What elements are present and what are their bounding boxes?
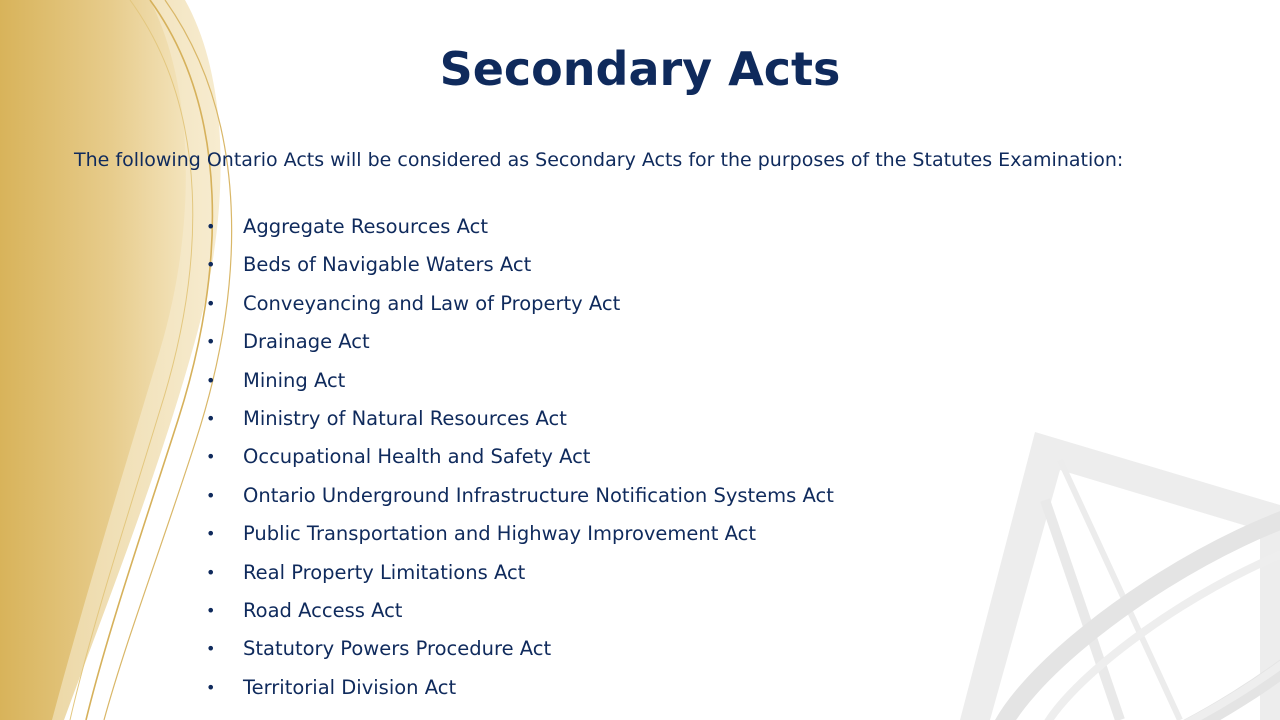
list-item <box>206 362 834 400</box>
bullet-icon: • <box>206 332 216 352</box>
act-name: Territorial Division Act <box>243 675 457 699</box>
slide-title: Secondary Acts <box>439 42 841 96</box>
bullet-icon: • <box>206 255 216 275</box>
bullet-icon: • <box>206 677 216 697</box>
watermark-logo <box>959 432 1280 720</box>
list-item <box>206 285 834 323</box>
list-item <box>206 554 834 592</box>
bullet-icon: • <box>206 485 216 505</box>
list-item <box>206 477 834 515</box>
list-item <box>206 630 834 668</box>
act-name: Aggregate Resources Act <box>243 215 488 238</box>
list-item <box>206 246 834 284</box>
act-name: Beds of Navigable Waters Act <box>243 253 532 277</box>
act-name: Occupational Health and Safety Act <box>243 445 591 469</box>
act-name: Real Property Limitations Act <box>243 560 526 584</box>
act-name: Drainage Act <box>243 330 370 354</box>
list-item <box>206 515 834 553</box>
bullet-icon: • <box>206 447 216 467</box>
bullet-icon: • <box>206 217 216 236</box>
act-name: Public Transportation and Highway Improvement Act <box>243 522 756 546</box>
secondary-acts-list <box>206 208 834 707</box>
list-item <box>206 323 834 361</box>
list-item <box>206 592 834 630</box>
act-name: Conveyancing and Law of Property Act <box>243 291 621 315</box>
list-item <box>206 669 834 707</box>
bullet-icon: • <box>206 408 216 428</box>
gold-swoosh <box>0 0 232 720</box>
act-name: Road Access Act <box>243 598 403 622</box>
list-item <box>206 438 834 476</box>
bullet-icon: • <box>206 600 216 620</box>
act-name: Mining Act <box>243 368 346 392</box>
bullet-icon: • <box>206 639 216 659</box>
bullet-icon: • <box>206 524 216 544</box>
act-name: Statutory Powers Procedure Act <box>243 637 552 661</box>
act-name: Ontario Underground Infrastructure Notification Systems Act <box>243 483 834 507</box>
bullet-icon: • <box>206 370 216 390</box>
intro-text: The following Ontario Acts will be considered as Secondary Acts for the purposes of the Statutes Examination: <box>74 149 1124 171</box>
bullet-icon: • <box>206 293 216 313</box>
list-item <box>206 400 834 438</box>
list-item <box>206 208 834 246</box>
bullet-icon: • <box>206 562 216 582</box>
act-name: Ministry of Natural Resources Act <box>243 406 567 430</box>
